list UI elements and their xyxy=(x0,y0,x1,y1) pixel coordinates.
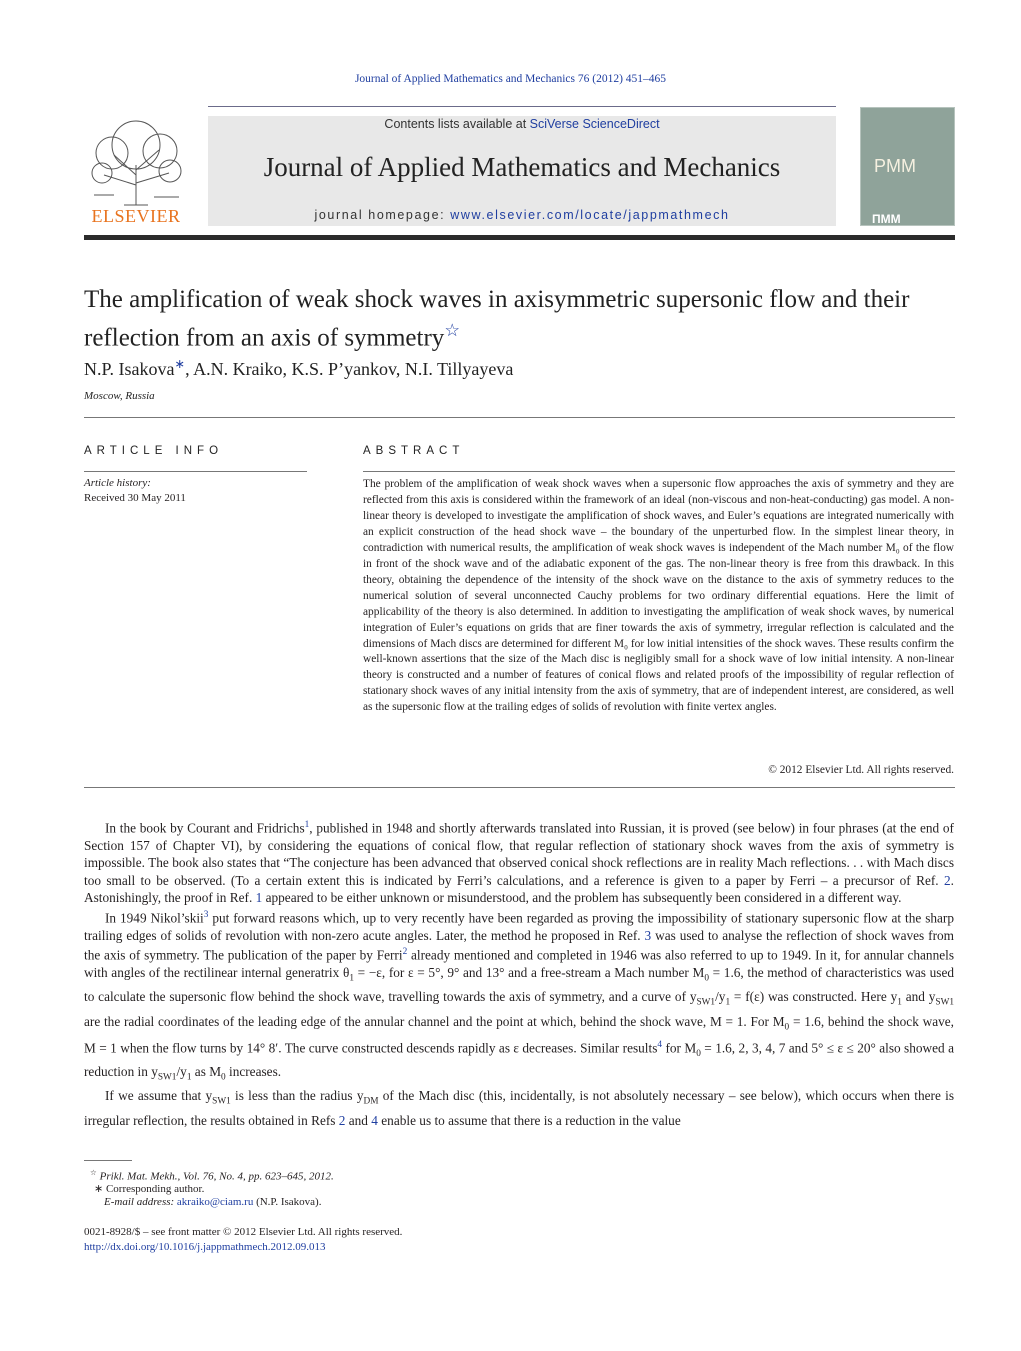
subscript: 1 xyxy=(186,1072,192,1083)
p2-text: are the radial coordinates of the leading edge of the annular channel and the point at which, behind the shock wave, M = 1. For M xyxy=(84,1013,785,1029)
article-info-heading: ARTICLE INFO xyxy=(84,445,224,457)
ref-link[interactable]: 2 xyxy=(402,947,408,958)
p3-text: If we assume that y xyxy=(105,1088,213,1104)
p2-text: = f(ε) was constructed. Here y xyxy=(730,989,898,1005)
cover-title: PMM xyxy=(874,156,916,176)
sciencedirect-link[interactable]: SciVerse ScienceDirect xyxy=(529,117,660,131)
email-owner: (N.P. Isakova). xyxy=(253,1196,322,1208)
doi-link[interactable]: http://dx.doi.org/10.1016/j.jappmathmech.2012.09.013 xyxy=(84,1241,326,1253)
title-footnote-mark[interactable]: ☆ xyxy=(444,320,461,340)
author-rest: , A.N. Kraiko, K.S. P’yankov, N.I. Tillyayeva xyxy=(185,359,514,379)
abstract-copyright: © 2012 Elsevier Ltd. All rights reserved. xyxy=(768,764,954,776)
p3-text: of the Mach disc (this, incidentally, is not absolutely necessary – see below), which occurs when there is irregular reflection, the results obtained in Refs xyxy=(84,1088,955,1128)
journal-citation[interactable]: Journal of Applied Mathematics and Mechanics 76 (2012) 451–465 xyxy=(354,73,667,85)
body-text xyxy=(84,817,954,1129)
email-label: E-mail address: xyxy=(104,1196,177,1208)
corresponding-author-mark[interactable]: ∗ xyxy=(174,357,186,371)
title-divider xyxy=(84,417,955,418)
ref-link[interactable]: 1 xyxy=(304,820,310,830)
header-divider xyxy=(208,106,836,107)
p1-text: appeared to be either unknown or misunderstood, and the problem has subsequently been considered in a different way. xyxy=(262,890,902,906)
ref-link[interactable]: 4 xyxy=(371,1112,378,1128)
body-paragraph-2 xyxy=(84,907,954,1088)
homepage-prefix: journal homepage: xyxy=(314,208,451,222)
p2-text: = 1.6, behind the shock wave, M = 1 when the flow turns by 14° 8′. The curve constructed descends rapidly as ε decreases. Similar results xyxy=(84,1013,954,1056)
p2-text: /y xyxy=(715,989,726,1005)
subscript: 0 xyxy=(221,1072,226,1083)
front-matter: 0021-8928/$ – see front matter © 2012 Elsevier Ltd. All rights reserved. xyxy=(84,1226,403,1238)
p2-text: /y xyxy=(176,1064,187,1080)
p2-text: = −ε, for ε = 5°, 9° and 13° and a free-stream a Mach number M xyxy=(353,965,705,981)
p3-text: is less than the radius y xyxy=(230,1088,364,1104)
journal-title: Journal of Applied Mathematics and Mechanics xyxy=(263,152,781,182)
p3-text: and xyxy=(345,1112,372,1128)
abstract-bottom-rule xyxy=(84,787,955,788)
p2-text: was used to analyse the reflection of shock waves from the axis of symmetry. The publication of the paper by Ferri xyxy=(84,927,954,963)
p2-text: for M xyxy=(662,1040,697,1056)
p1-text: In the book by Courant and Fridrichs xyxy=(105,820,305,836)
footnote-rule xyxy=(84,1160,132,1161)
body-paragraph-1 xyxy=(84,817,954,907)
subscript: 1 xyxy=(897,998,902,1009)
subscript: 0 xyxy=(784,1022,790,1033)
elsevier-wordmark: ELSEVIER xyxy=(91,206,181,226)
p3-text: enable us to assume that there is a reduction in the value xyxy=(377,1112,681,1128)
header-thick-rule xyxy=(84,235,955,240)
email-link[interactable]: akraiko@ciam.ru xyxy=(176,1196,254,1208)
p2-text: = 1.6, the method of characteristics was used to calculate the supersonic flow behind the shock wave, travelling towards the axis of symmetry, and a curve of y xyxy=(84,965,954,1005)
article-title-text: The amplification of weak shock waves in axisymmetric supersonic flow and their reflection from an axis of symmetry xyxy=(84,286,910,352)
homepage-link[interactable]: www.elsevier.com/locate/jappmathmech xyxy=(450,208,730,222)
p2-text: and y xyxy=(901,989,936,1005)
ref-link[interactable]: 2 xyxy=(338,1112,346,1128)
footnote-email xyxy=(84,1196,321,1208)
p2-text: = 1.6, 2, 3, 4, 7 and 5° ≤ ε ≤ 20° also showed a reduction in y xyxy=(84,1040,955,1080)
subscript: SW1 xyxy=(935,998,955,1009)
affiliation: Moscow, Russia xyxy=(84,390,155,402)
author-first: N.P. Isakova xyxy=(84,359,175,379)
abstract-text: The problem of the amplification of weak shock waves when a supersonic flow approaches the axis of symmetry and they are reflected from this axis is considered within the framework of an ideal (non-viscous and non-heat-conducting) gas model. A non-linear theory is developed to investigate the amplification of shock waves, and Euler’s equations are integrated numerically with an explicit construction of the head shock wave – the boundary of the unperturbed flow. In the simplest linear theory, in contradiction with numerical results, the amplification of weak shock waves is independent of the Mach number M₀ of the flow in front of the shock wave and of the adiabatic exponent of the gas. The non-linear theory is free from this drawback. In this theory, obtaining the dependence of the intensity of the shock wave on the distance to the axis of symmetry reduces to the numerical solution of several unconnected Cauchy problems for two ordinary differential equations. Here the limit of applicability of the theory is also determined. In addition to investigating the amplification of weak shock waves, by numerical integration of Euler’s equations on grids that are finer towards the axis of symmetry, irregular reflection is calculated and the dimensions of Mach discs are determined for different M₀ for low initial intensities of the shock waves. These results confirm the well-known assertions that the size of the Mach disc is negligibly small for a shock wave of low initial intensity. A non-linear theory is constructed and a number of features of conical flows and related proofs of the impossibility of regular reflection of stationary shock waves of any initial intensity from the axis of symmetry, that are of independent interest, are considered, as well as the supersonic flow at the trailing edges of solids of revolution with finite vertex angles. xyxy=(363,478,954,714)
cover-footer: ПММ xyxy=(872,212,901,226)
footnote-translation-text: Prikl. Mat. Mekh., Vol. 76, No. 4, pp. 623–645, 2012. xyxy=(96,1170,334,1183)
subscript: DM xyxy=(363,1097,379,1108)
subscript: 1 xyxy=(349,973,354,984)
ref-link[interactable]: 3 xyxy=(644,927,652,943)
footnote-corresponding-text: Corresponding author. xyxy=(103,1183,205,1195)
ref-link[interactable]: 4 xyxy=(657,1039,663,1050)
homepage-line xyxy=(208,208,836,222)
subscript: SW1 xyxy=(212,1097,231,1108)
p1-text: . Astonishingly, the proof in Ref. xyxy=(84,872,954,906)
abstract-rule xyxy=(363,471,955,472)
footnote-corresponding xyxy=(84,1182,204,1195)
ref-link[interactable]: 1 xyxy=(255,890,263,906)
body-paragraph-3 xyxy=(84,1087,954,1129)
footnote-asterisk-mark: ∗ xyxy=(94,1183,104,1195)
subscript: 0 xyxy=(704,973,709,984)
subscript: 0 xyxy=(696,1048,701,1059)
article-info-rule xyxy=(84,471,307,472)
ref-link[interactable]: 3 xyxy=(203,909,209,920)
p1-text: , published in 1948 and shortly afterwards translated into Russian, it is proved (see below) in four phrases (at the end of Section 157 of Chapter VI), by considering the equations of conical flow, that regular reflection of stationary shock waves from the axis of symmetry is impossible. The book also states that “The conjecture has been advanced that observed conical shock reflections are in reality Mach reflections. . . with Mach discs too small to be observed. (To a certain extent this is indicated by Ferri’s calculations, and a reference is given to a paper by Ferri – a precursor of Ref. xyxy=(84,820,954,888)
footnote-translation xyxy=(84,1168,334,1183)
article-title xyxy=(84,285,964,353)
ref-link[interactable]: 2 xyxy=(944,872,951,888)
article-history-label: Article history: xyxy=(84,477,151,489)
footnote-star-mark: ☆ xyxy=(90,1168,97,1177)
p2-text: already mentioned and completed in 1946 was also referred to up to 1949. In it, for annular channels with angles of the rectilinear internal generatrix θ xyxy=(84,947,955,981)
subscript: SW1 xyxy=(157,1072,177,1083)
p2-text: put forward reasons which, up to very recently have been regarded as proving the impossibility of stationary supersonic flow at the sharp trailing edges of solids of revolution with non-zero acute angles. Later, the method he proposed in Ref. xyxy=(84,910,954,943)
received-date: Received 30 May 2011 xyxy=(84,492,186,504)
subscript: 1 xyxy=(725,998,731,1009)
abstract-heading: ABSTRACT xyxy=(363,445,465,457)
subscript: SW1 xyxy=(696,998,716,1009)
p2-text: increases. xyxy=(225,1064,282,1080)
p2-text: as M xyxy=(191,1064,222,1080)
author-list xyxy=(84,356,513,380)
contents-line xyxy=(208,117,836,131)
p2-text: In 1949 Nikol’skii xyxy=(105,910,204,926)
contents-prefix: Contents lists available at xyxy=(384,117,530,131)
